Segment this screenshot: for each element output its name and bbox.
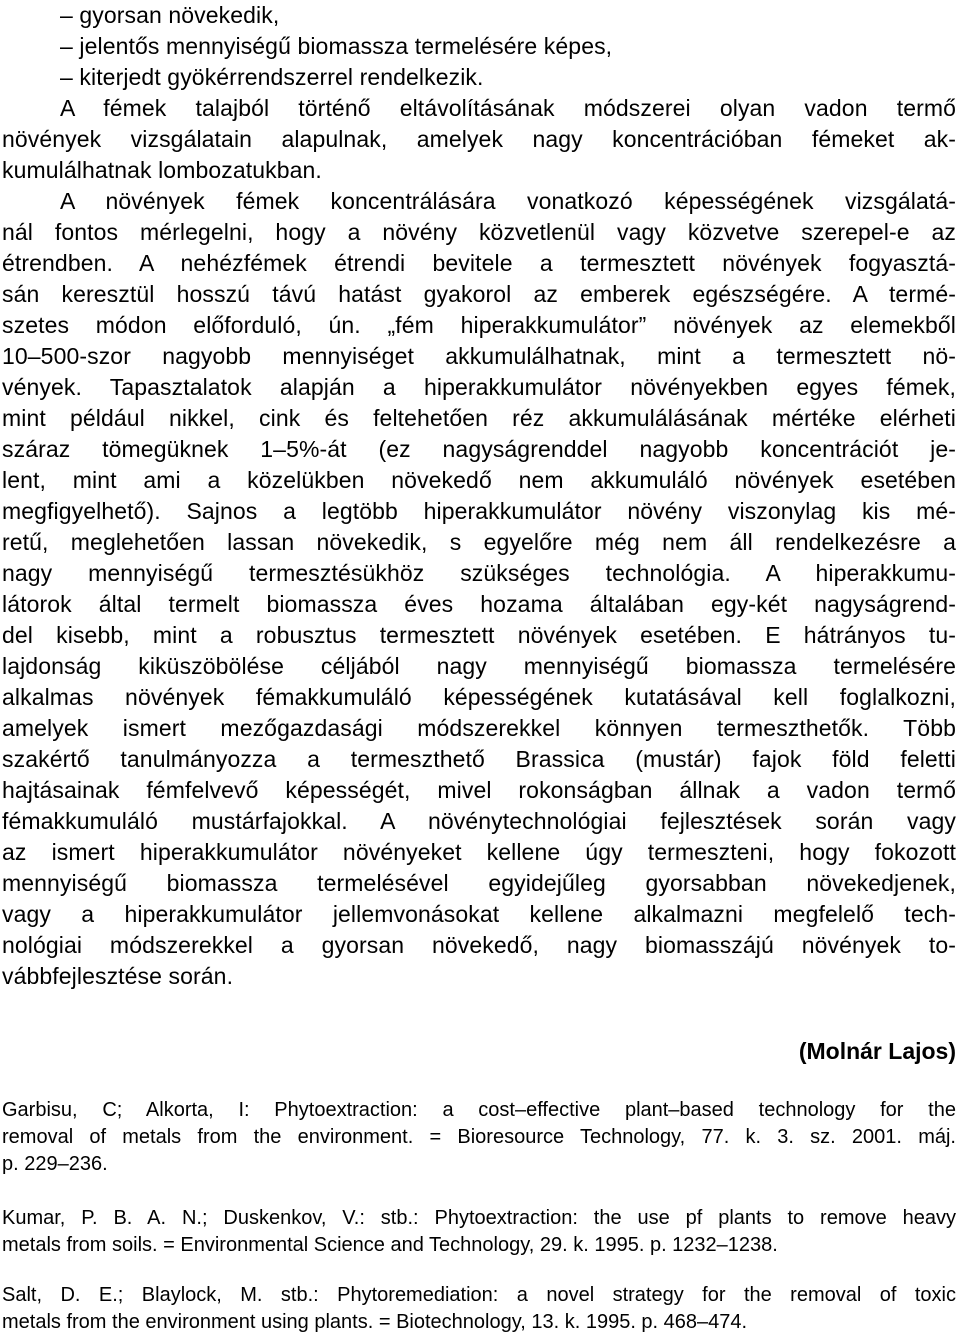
reference-line: Garbisu, C; Alkorta, I: Phytoextraction: a cost–effective plant–based technology for the xyxy=(2,1099,956,1121)
body-line: hajtásainak fémfelvevő képességét, mivel rokonságban állnak a vadon termő xyxy=(2,777,956,803)
body-line: mennyiségű biomassza termelésével egyidejűleg gyorsabban növekedjenek, xyxy=(2,870,956,896)
body-line: mint például nikkel, cink és feltehetően réz akkumulálásának mértéke elérheti xyxy=(2,405,956,431)
body-line: nagy mennyiségű termesztésükhöz szükséges technológia. A hiperakkumu- xyxy=(2,560,956,586)
body-line: megfigyelhető). Sajnos a legtöbb hiperakkumulátor növény viszonylag kis mé- xyxy=(2,498,956,524)
reference-line: p. 229–236. xyxy=(2,1153,108,1175)
body-line: alkalmas növények fémakkumuláló képességének kutatásával kell foglalkozni, xyxy=(2,684,956,710)
body-line: sán keresztül hosszú távú hatást gyakorol az emberek egészségére. A termé- xyxy=(2,281,956,307)
body-line: vábbfejlesztése során. xyxy=(2,963,234,989)
body-line: A növények fémek koncentrálására vonatkozó képességének vizsgálatá- xyxy=(60,188,956,214)
body-line: étrendben. A nehézfémek étrendi bevitele a termesztett növények fogyasztá- xyxy=(2,250,956,276)
body-line: del kisebb, mint a robusztus termesztett növények esetében. E hátrányos tu- xyxy=(2,622,956,648)
body-line: az ismert hiperakkumulátor növényeket kellene úgy termeszteni, hogy fokozott xyxy=(2,839,956,865)
body-line: lajdonság kiküszöbölése céljából nagy mennyiségű biomassza termelésére xyxy=(2,653,956,679)
body-line: 10–500-szor nagyobb mennyiséget akkumulálhatnak, mint a termesztett nö- xyxy=(2,343,956,369)
body-line: látorok által termelt biomassza éves hozama általában egy-két nagyságrend- xyxy=(2,591,956,617)
body-line: lent, mint ami a közelükben növekedő nem akkumuláló növények esetében xyxy=(2,467,956,493)
body-line: amelyek ismert mezőgazdasági módszerekkel könnyen termeszthetők. Több xyxy=(2,715,956,741)
reference-line: Salt, D. E.; Blaylock, M. stb.: Phytoremediation: a novel strategy for the removal of toxic xyxy=(2,1284,956,1306)
body-line: vagy a hiperakkumulátor jellemvonásokat kellene alkalmazni megfelelő tech- xyxy=(2,901,956,927)
body-line: A fémek talajból történő eltávolításának módszerei olyan vadon termő xyxy=(60,95,956,121)
body-line: növények vizsgálatain alapulnak, amelyek nagy koncentrációban fémeket ak- xyxy=(2,126,956,152)
author-signature: (Molnár Lajos) xyxy=(798,1038,956,1064)
body-line: nológiai módszerekkel a gyorsan növekedő, nagy biomasszájú növények to- xyxy=(2,932,956,958)
body-line: szetes módon előforduló, ún. „fém hiperakkumulátor” növények az elemekből xyxy=(2,312,956,338)
body-line: vények. Tapasztalatok alapján a hiperakkumulátor növényekben egyes fémek, xyxy=(2,374,956,400)
body-line: retű, meglehetően lassan növekedik, s egyelőre még nem áll rendelkezésre a xyxy=(2,529,956,555)
bullet-item: – gyorsan növekedik, xyxy=(60,2,280,28)
body-line: szakértő tanulmányozza a termeszthető Brassica (mustár) fajok föld feletti xyxy=(2,746,956,772)
body-line: fémakkumuláló mustárfajokkal. A növénytechnológiai fejlesztések során vagy xyxy=(2,808,956,834)
reference-line: Kumar, P. B. A. N.; Duskenkov, V.: stb.: Phytoextraction: the use pf plants to remove heavy xyxy=(2,1207,956,1229)
bullet-item: – kiterjedt gyökérrendszerrel rendelkezik. xyxy=(60,64,484,90)
body-line: nál fontos mérlegelni, hogy a növény közvetlenül vagy közvetve szerepel-e az xyxy=(2,219,956,245)
bullet-item: – jelentős mennyiségű biomassza termelésére képes, xyxy=(60,33,613,59)
reference-line: metals from the environment using plants. = Biotechnology, 13. k. 1995. p. 468–474. xyxy=(2,1311,748,1333)
reference-line: removal of metals from the environment. = Bioresource Technology, 77. k. 3. sz. 2001. máj. xyxy=(2,1126,956,1148)
body-line: száraz tömegüknek 1–5%-át (ez nagyságrenddel nagyobb koncentrációt je- xyxy=(2,436,956,462)
reference-line: metals from soils. = Environmental Science and Technology, 29. k. 1995. p. 1232–1238. xyxy=(2,1234,778,1256)
body-line: kumulálhatnak lombozatukban. xyxy=(2,157,322,183)
